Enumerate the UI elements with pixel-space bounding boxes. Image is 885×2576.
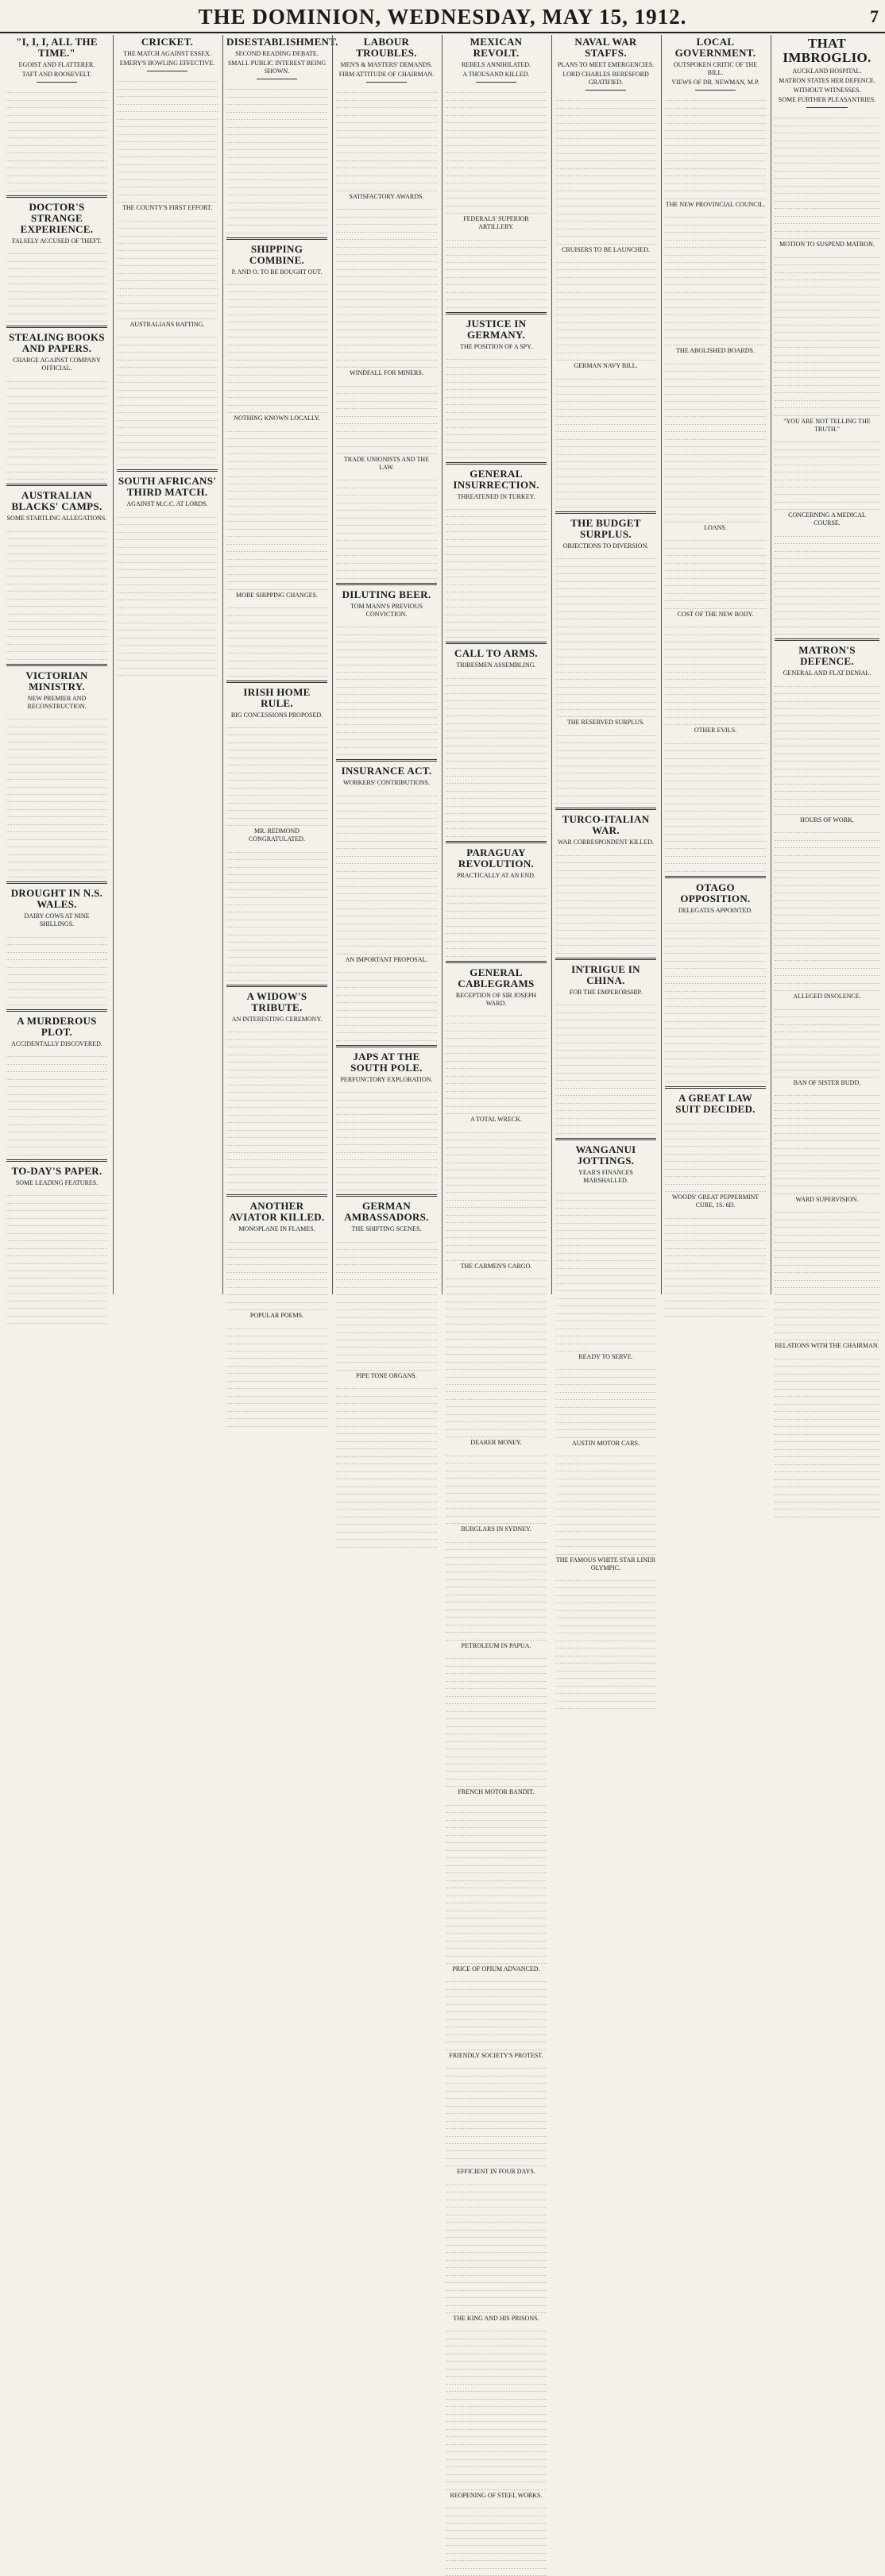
article-text — [226, 1235, 327, 1310]
article-text — [775, 435, 879, 511]
article-text — [6, 1050, 107, 1155]
column — [3, 35, 110, 1294]
section-subheadline: THREATENED IN TURKEY. — [457, 492, 535, 500]
double-rule — [665, 1086, 766, 1089]
article-text — [226, 83, 327, 233]
section-subheadline: RELATIONS WITH THE CHAIRMAN. — [775, 1342, 879, 1350]
section-subheadline: WORKERS' CONTRIBUTIONS. — [343, 779, 430, 787]
article-text — [555, 256, 656, 361]
section-subheadline: DELEGATES APPOINTED. — [678, 906, 753, 914]
section-subheadline: CONCERNING A MEDICAL COURSE. — [788, 511, 866, 527]
column-inner — [662, 37, 769, 1317]
section-subheadline: GERMAN NAVY BILL. — [574, 362, 638, 370]
double-rule — [446, 961, 547, 963]
article-text — [555, 998, 656, 1134]
double-rule — [336, 1194, 437, 1197]
section-subheadline: DEARER MONEY. — [470, 1439, 522, 1447]
column-headline: "I, I, I, ALL THE TIME." — [16, 36, 98, 59]
section-headline: A WIDOW'S TRIBUTE. — [246, 989, 307, 1013]
section-subheadline: THE KING AND HIS PRISONS. — [453, 2315, 539, 2323]
article-text — [446, 2061, 547, 2167]
double-rule — [446, 642, 547, 644]
article-text — [336, 473, 437, 579]
double-rule — [6, 1159, 107, 1162]
article-text — [775, 826, 879, 992]
section-headline: DOCTOR'S STRANGE EXPERIENCE. — [20, 200, 94, 235]
section-subheadline: THE COUNTY'S FIRST EFFORT. — [122, 204, 213, 212]
article-text — [446, 1798, 547, 1964]
article-text — [226, 845, 327, 981]
section-subheadline: OTHER EVILS. — [694, 727, 737, 735]
section-subheadline: TRIBESMEN ASSEMBLING. — [456, 661, 536, 669]
double-rule — [6, 326, 107, 328]
article-text — [665, 357, 766, 523]
article-text — [6, 247, 107, 322]
column — [661, 35, 769, 1294]
article-text — [446, 353, 547, 458]
section-headline: VICTORIAN MINISTRY. — [25, 669, 88, 692]
section-subheadline: THE FAMOUS WHITE STAR LINER OLYMPIC. — [555, 1556, 656, 1571]
section-headline: GENERAL INSURRECTION. — [453, 467, 539, 491]
double-rule — [665, 876, 766, 878]
article-text — [226, 1321, 327, 1427]
section-headline: MATRON'S DEFENCE. — [798, 644, 856, 668]
section-subheadline: WOODS' GREAT PEPPERMINT CURE, 1S. 6D. — [671, 1194, 759, 1209]
double-rule — [336, 1045, 437, 1047]
column-subheadline: TAFT AND ROOSEVELT. — [21, 71, 92, 78]
section-subheadline: WINDFALL FOR MINERS. — [350, 369, 423, 377]
article-text — [555, 372, 656, 507]
section-subheadline: PRICE OF OPIUM ADVANCED. — [452, 1965, 540, 1973]
column-subheadline: EMERY'S BOWLING EFFECTIVE. — [119, 60, 215, 67]
section-subheadline: MONOPLANE IN FLAMES. — [238, 1225, 315, 1233]
double-rule — [555, 511, 656, 514]
section-headline: PARAGUAY REVOLUTION. — [458, 846, 535, 870]
column-headline: DISESTABLISHMENT. — [226, 36, 338, 48]
article-text — [117, 214, 218, 319]
section-headline: DILUTING BEER. — [342, 588, 431, 600]
section-headline: JUSTICE IN GERMANY. — [466, 317, 527, 341]
column-inner — [333, 37, 440, 1548]
section-headline: SOUTH AFRICANS' THIRD MATCH. — [118, 475, 217, 499]
article-text — [665, 94, 766, 199]
double-rule — [226, 985, 327, 987]
column-inner — [771, 37, 883, 1517]
rule — [695, 90, 736, 91]
section-headline: INTRIGUE IN CHINA. — [571, 962, 640, 986]
section-subheadline: BURGLARS IN SYDNEY. — [461, 1525, 531, 1533]
column-subheadline: AUCKLAND HOSPITAL. — [792, 67, 862, 75]
section-subheadline: SOME LEADING FEATURES. — [15, 1178, 99, 1186]
column-inner — [552, 37, 659, 1709]
column-inner — [3, 37, 110, 1324]
article-text — [6, 1189, 107, 1325]
double-rule — [6, 195, 107, 198]
article-text — [775, 529, 879, 634]
article-text — [665, 620, 766, 726]
article-text — [336, 620, 437, 756]
section-subheadline: SOME STARTLING ALLEGATIONS. — [6, 515, 107, 523]
article-text — [226, 601, 327, 677]
double-rule — [775, 638, 879, 641]
column-subheadline: PLANS TO MEET EMERGENCIES. — [557, 61, 655, 68]
double-rule — [226, 1194, 327, 1197]
article-text — [226, 424, 327, 590]
column — [442, 35, 550, 2499]
column-headline: THAT IMBROGLIO. — [783, 36, 871, 65]
column-headline: LABOUR TROUBLES. — [356, 36, 417, 59]
column — [332, 35, 440, 1379]
article-text — [226, 721, 327, 827]
article-text — [336, 1086, 437, 1191]
article-text — [555, 1449, 656, 1555]
double-rule — [226, 681, 327, 683]
section-subheadline: RECEPTION OF SIR JOSEPH WARD. — [455, 991, 537, 1007]
section-subheadline: FOR THE EMPERORSHIP. — [569, 988, 643, 996]
column-headline: CRICKET. — [141, 36, 194, 48]
article-text — [6, 524, 107, 660]
article-text — [446, 233, 547, 308]
section-headline: TURCO-ITALIAN WAR. — [562, 813, 650, 837]
section-subheadline: FEDERALS' SUPERIOR ARTILLERY. — [463, 215, 529, 231]
section-subheadline: MOTION TO SUSPEND MATRON. — [779, 241, 875, 249]
section-subheadline: EFFICIENT IN FOUR DAYS. — [457, 2168, 535, 2176]
double-rule — [6, 881, 107, 884]
article-text — [336, 966, 437, 1041]
section-headline: A GREAT LAW SUIT DECIDED. — [675, 1091, 756, 1115]
article-text — [336, 1235, 437, 1371]
article-text — [555, 728, 656, 804]
section-headline: OTAGO OPPOSITION. — [680, 881, 751, 904]
article-text — [446, 1009, 547, 1115]
article-text — [446, 1975, 547, 2050]
column-subheadline: SECOND READING DEBATE. — [235, 50, 319, 57]
section-subheadline: "YOU ARE NOT TELLING THE TRUTH." — [783, 417, 871, 433]
rule — [366, 82, 407, 83]
article-text — [555, 1574, 656, 1710]
section-headline: WANGANUI JOTTINGS. — [575, 1143, 636, 1167]
section-headline: IRISH HOME RULE. — [243, 685, 311, 709]
section-subheadline: THE RESERVED SURPLUS. — [566, 719, 645, 727]
section-subheadline: THE ABOLISHED BOARDS. — [676, 347, 755, 355]
article-text — [336, 202, 437, 368]
article-text — [775, 1002, 879, 1078]
double-rule — [336, 759, 437, 762]
section-headline: A MURDEROUS PLOT. — [17, 1015, 97, 1039]
section-headline: AUSTRALIAN BLACKS' CAMPS. — [11, 489, 102, 513]
article-text — [6, 712, 107, 878]
column-subheadline: MATRON STATES HER DEFENCE. — [779, 77, 875, 84]
column-subheadline: THE MATCH AGAINST ESSEX. — [123, 50, 211, 57]
article-text — [446, 503, 547, 638]
masthead-title: THE DOMINION, WEDNESDAY, MAY 15, 1912. — [198, 5, 687, 29]
section-headline: CALL TO ARMS. — [454, 647, 538, 660]
section-subheadline: THE CARMEN'S CARGO. — [460, 1262, 532, 1270]
section-headline: GENERAL CABLEGRAMS — [458, 966, 535, 989]
section-subheadline: FALSELY ACCUSED OF THEFT. — [12, 237, 102, 245]
section-headline: GERMAN AMBASSADORS. — [344, 1200, 429, 1224]
article-text — [665, 736, 766, 872]
section-subheadline: MORE SHIPPING CHANGES. — [236, 591, 318, 599]
section-subheadline: CRUISERS TO BE LAUNCHED. — [562, 245, 650, 253]
section-subheadline: BAN OF SISTER BUDD. — [793, 1079, 861, 1087]
article-text — [775, 111, 879, 239]
section-subheadline: ACCIDENTALLY DISCOVERED. — [11, 1040, 102, 1048]
section-subheadline: CHARGE AGAINST COMPANY OFFICIAL. — [13, 357, 101, 372]
section-subheadline: POPULAR POEMS. — [249, 1312, 304, 1320]
article-text — [665, 534, 766, 609]
section-subheadline: FRENCH MOTOR BANDIT. — [458, 1788, 535, 1796]
double-rule — [446, 462, 547, 465]
article-text — [665, 1211, 766, 1317]
article-text — [446, 1125, 547, 1261]
section-subheadline: PERFUNCTORY EXPLORATION. — [340, 1075, 433, 1083]
section-headline: TO-DAY'S PAPER. — [11, 1164, 102, 1177]
section-subheadline: HOURS OF WORK. — [800, 816, 854, 823]
column-subheadline: LORD CHARLES BERESFORD GRATIFIED. — [562, 71, 649, 86]
article-text — [446, 1652, 547, 1787]
double-rule — [555, 958, 656, 960]
article-text — [336, 789, 437, 954]
article-text — [446, 1448, 547, 1524]
section-subheadline: SATISFACTORY AWARDS. — [349, 192, 424, 200]
article-text — [446, 86, 547, 214]
section-headline: INSURANCE ACT. — [341, 765, 432, 777]
column-inner — [442, 37, 550, 2576]
article-text — [775, 679, 879, 815]
article-text — [775, 1205, 879, 1341]
section-subheadline: GENERAL AND FLAT DENIAL. — [783, 669, 871, 677]
section-subheadline: OBJECTIONS TO DIVERSION. — [562, 542, 649, 550]
section-headline: THE BUDGET SURPLUS. — [570, 516, 641, 540]
section-subheadline: PRACTICALLY AT AN END. — [457, 871, 535, 879]
section-subheadline: WARD SUPERVISION. — [795, 1195, 859, 1203]
double-rule — [446, 841, 547, 843]
column-subheadline: VIEWS OF DR. NEWMAN, M.P. — [671, 79, 759, 86]
column-inner — [114, 37, 221, 676]
section-subheadline: P. AND O. TO BE BOUGHT OUT. — [231, 268, 323, 276]
article-text — [665, 1117, 766, 1193]
section-subheadline: LOANS. — [704, 523, 727, 531]
section-subheadline: MR. REDMOND CONGRATULATED. — [249, 827, 305, 843]
section-subheadline: READY TO SERVE. — [578, 1353, 633, 1361]
article-text — [6, 374, 107, 480]
double-rule — [555, 808, 656, 810]
double-rule — [226, 237, 327, 240]
section-subheadline: AUSTRALIANS BATTING. — [129, 320, 205, 328]
article-text — [117, 75, 218, 202]
column-subheadline: MEN'S & MASTERS' DEMANDS. — [340, 61, 433, 68]
double-rule — [6, 1009, 107, 1012]
column — [222, 35, 338, 1320]
page-number: 7 — [870, 6, 879, 26]
section-subheadline: DAIRY COWS AT NINE SHILLINGS. — [24, 912, 90, 928]
columns — [3, 35, 882, 2499]
column-subheadline: WITHOUT WITNESSES. — [793, 87, 861, 94]
section-subheadline: THE NEW PROVINCIAL COUNCIL. — [665, 200, 766, 208]
article-text — [6, 930, 107, 1005]
section-subheadline: WAR CORRESPONDENT KILLED. — [558, 839, 654, 846]
article-text — [446, 1535, 547, 1641]
article-text — [555, 1363, 656, 1438]
article-text — [555, 1186, 656, 1352]
article-text — [665, 210, 766, 346]
article-text — [775, 1089, 879, 1194]
article-text — [336, 1382, 437, 1548]
column-headline: LOCAL GOVERNMENT. — [674, 36, 756, 59]
article-text — [226, 1025, 327, 1191]
section-subheadline: PETROLEUM IN PAPUA. — [461, 1641, 531, 1649]
article-text — [446, 2324, 547, 2490]
double-rule — [117, 469, 218, 472]
column-headline: MEXICAN REVOLT. — [470, 36, 523, 59]
section-subheadline: BIG CONCESSIONS PROPOSED. — [230, 711, 323, 719]
rule — [37, 82, 77, 83]
column-subheadline: SMALL PUBLIC INTEREST BEING SHOWN. — [227, 60, 327, 75]
article-text — [117, 510, 218, 676]
section-subheadline: AUSTIN MOTOR CARS. — [572, 1439, 640, 1447]
article-text — [775, 1352, 879, 1517]
article-text — [775, 250, 879, 416]
column — [771, 35, 883, 1350]
column-subheadline: OUTSPOKEN CRITIC OF THE BILL. — [673, 61, 758, 76]
column-subheadline: REBELS ANNIHILATED. — [461, 61, 531, 68]
double-rule — [446, 312, 547, 314]
section-headline: DROUGHT IN N.S. WALES. — [10, 887, 103, 911]
double-rule — [336, 583, 437, 585]
masthead — [0, 0, 885, 33]
article-text — [446, 671, 547, 837]
rule — [585, 90, 626, 91]
double-rule — [6, 664, 107, 666]
article-text — [117, 330, 218, 466]
article-text — [665, 916, 766, 1082]
section-subheadline: A TOTAL WRECK. — [470, 1116, 523, 1124]
article-text — [6, 86, 107, 191]
section-subheadline: YEAR'S FINANCES MARSHALLED. — [578, 1168, 633, 1184]
section-subheadline: AN IMPORTANT PROPOSAL. — [345, 955, 428, 963]
section-subheadline: TOM MANN'S PREVIOUS CONVICTION. — [350, 602, 423, 618]
section-subheadline: FRIENDLY SOCIETY'S PROTEST. — [449, 2051, 543, 2059]
article-text — [555, 848, 656, 954]
article-text — [446, 2177, 547, 2313]
section-headline: JAPS AT THE SOUTH POLE. — [350, 1050, 423, 1074]
column-inner — [223, 36, 338, 1427]
section-subheadline: ALLEGED INSOLENCE. — [793, 993, 861, 1001]
article-text — [336, 379, 437, 454]
column — [113, 35, 221, 1294]
article-text — [555, 94, 656, 245]
article-text — [446, 881, 547, 957]
section-headline: ANOTHER AVIATOR KILLED. — [229, 1200, 325, 1224]
section-subheadline: THE POSITION OF A SPY. — [460, 342, 532, 350]
section-subheadline: NOTHING KNOWN LOCALLY. — [234, 415, 320, 422]
section-subheadline: AN INTERESTING CEREMONY. — [231, 1015, 323, 1023]
column-subheadline: A THOUSAND KILLED. — [462, 71, 530, 78]
section-subheadline: THE SHIFTING SCENES. — [351, 1225, 422, 1233]
section-subheadline: TRADE UNIONISTS AND THE LAW. — [343, 456, 430, 471]
article-text — [336, 86, 437, 191]
column-subheadline: FIRM ATTITUDE OF CHAIRMAN. — [338, 71, 435, 78]
column-subheadline: EGOIST AND FLATTERER. — [18, 61, 95, 68]
rule — [476, 82, 516, 83]
article-text — [446, 1272, 547, 1438]
double-rule — [6, 484, 107, 486]
rule — [806, 107, 848, 108]
column-subheadline: SOME FURTHER PLEASANTRIES. — [778, 96, 876, 103]
section-subheadline: AGAINST M.C.C. AT LORDS. — [126, 500, 208, 508]
article-text — [446, 2501, 547, 2576]
section-subheadline: REOPENING OF STEEL WORKS. — [450, 2491, 543, 2499]
section-headline: SHIPPING COMBINE. — [249, 242, 305, 266]
article-text — [226, 278, 327, 414]
section-subheadline: COST OF THE NEW BODY. — [677, 610, 754, 618]
column-headline: NAVAL WAR STAFFS. — [574, 36, 637, 59]
article-text — [555, 552, 656, 718]
section-subheadline: NEW PREMIER AND RECONSTRUCTION. — [27, 694, 87, 710]
column — [551, 35, 659, 1571]
double-rule — [555, 1138, 656, 1140]
section-headline: STEALING BOOKS AND PAPERS. — [9, 331, 105, 355]
section-subheadline: PIPE TONE ORGANS. — [356, 1371, 417, 1379]
